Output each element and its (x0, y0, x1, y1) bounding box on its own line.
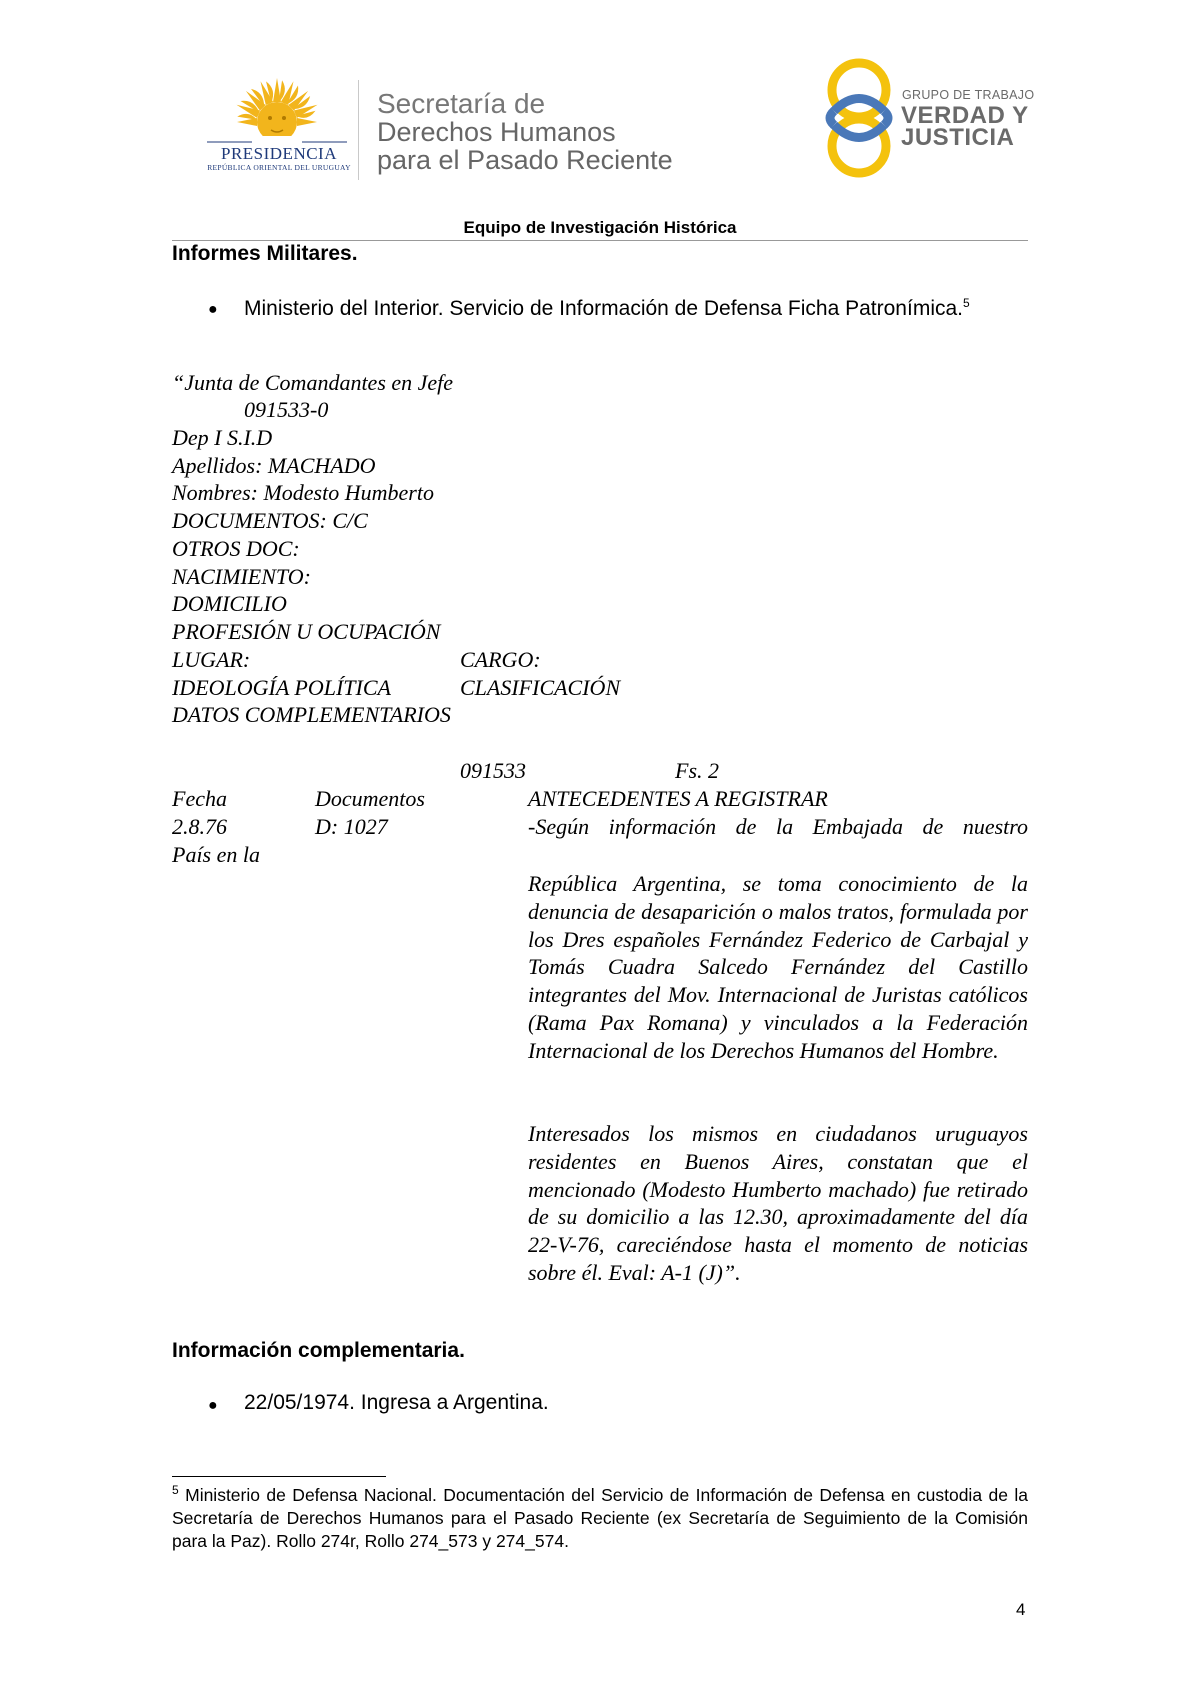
ficha-fs: Fs. 2 (675, 758, 719, 783)
section-heading-informacion: Información complementaria. (172, 1339, 465, 1362)
ficha-line-profesion: PROFESIÓN U OCUPACIÓN (172, 619, 441, 644)
ficha-line-lugar: LUGAR: (172, 647, 251, 672)
ficha-line-nombres: Nombres: Modesto Humberto (172, 480, 434, 505)
secretaria-wordmark (377, 90, 673, 174)
footnote-marker: 5 (172, 1483, 179, 1498)
ficha-paragraph-1: República Argentina, se toma conocimiento de la denuncia de desaparición o malos tratos, formulada por los Dres españoles Fernández Federico de Carbajal y Tomás Cuadra Salcedo Fernández del Castillo integrantes del Mov. Internacional de Juristas católicos (Rama Pax Romana) y vinculados a la Federación Internacional de los Derechos Humanos del Hombre. (528, 871, 1028, 1063)
ficha-line-domicilio: DOMICILIO (172, 591, 287, 616)
ficha-line-number: 091533-0 (244, 397, 329, 422)
footnote-ref-5[interactable]: 5 (963, 296, 970, 310)
ficha-line-otros-doc: OTROS DOC: (172, 536, 300, 561)
footnote-text: Ministerio de Defensa Nacional. Documentación del Servicio de Información de Defensa en custodia de la Secretaría de Derechos Humanos para el Pasado Reciente (ex Secretaría de Seguimiento de la Comisión para la Paz). Rollo 274r, Rollo 274_573 y 274_574. (172, 1485, 1028, 1551)
ficha-col-documentos: Documentos (315, 786, 425, 811)
gtvj-title-line-1: VERDAD Y (901, 102, 1029, 129)
footnote-rule (172, 1476, 386, 1477)
presidencia-subtitle: REPÚBLICA ORIENTAL DEL URUGUAY (207, 163, 351, 172)
bullet-icon: ● (208, 301, 218, 318)
bullet-ingresa: 22/05/1974. Ingresa a Argentina. (244, 1391, 549, 1414)
ficha-paragraph-2: Interesados los mismos en ciudadanos uruguayos residentes en Buenos Aires, constatan que el mencionado (Modesto Humberto machado) fue retirado de su domicilio a las 12.30, aproximadamente del día 22-V-76, careciéndose hasta el momento de noticias sobre él. Eval: A-1 (J)”. (528, 1121, 1028, 1285)
ficha-documento-value: D: 1027 (315, 814, 388, 839)
ficha-line-ideologia: IDEOLOGÍA POLÍTICA (172, 675, 391, 700)
presidencia-wordmark: PRESIDENCIA (220, 144, 337, 163)
gtvj-title-line-2: JUSTICIA (901, 124, 1015, 151)
secretaria-line-3: para el Pasado Reciente (377, 145, 673, 175)
section-heading-informes: Informes Militares. (172, 242, 358, 265)
ficha-line-junta: “Junta de Comandantes en Jefe (172, 370, 454, 395)
ficha-line-nacimiento: NACIMIENTO: (172, 564, 311, 589)
ficha-line-dep: Dep I S.I.D (172, 425, 273, 450)
secretaria-line-2: Derechos Humanos (377, 117, 616, 147)
bullet-ministerio (244, 295, 1028, 322)
ficha-col-fecha: Fecha (172, 786, 227, 811)
ficha-pais: País en la (172, 842, 260, 867)
page-number: 4 (1016, 1600, 1026, 1619)
ficha-col-antecedentes: ANTECEDENTES A REGISTRAR (528, 786, 828, 811)
ficha-line-cargo: CARGO: (460, 647, 541, 672)
gtvj-subtitle: GRUPO DE TRABAJO (902, 88, 1035, 102)
ficha-page-number: 091533 (460, 758, 526, 783)
bullet-icon: ● (208, 1397, 218, 1414)
ficha-segun: -Según información de la Embajada de nuestro (528, 814, 1028, 839)
ficha-line-datos: DATOS COMPLEMENTARIOS (172, 702, 451, 727)
ficha-line-apellidos: Apellidos: MACHADO (172, 453, 376, 478)
ficha-line-clasificacion: CLASIFICACIÓN (460, 675, 621, 700)
verdad-justicia-rings-logo (822, 56, 896, 180)
bullet-ministerio-text: Ministerio del Interior. Servicio de Información de Defensa Ficha Patronímica. (244, 297, 963, 320)
header-rule (172, 240, 1028, 241)
running-header: Equipo de Investigación Histórica (463, 218, 737, 237)
secretaria-line-1: Secretaría de (377, 88, 546, 119)
header-divider (358, 80, 359, 180)
footnote-5 (172, 1484, 1028, 1553)
ficha-line-documentos: DOCUMENTOS: C/C (172, 508, 368, 533)
ficha-fecha-value: 2.8.76 (172, 814, 227, 839)
